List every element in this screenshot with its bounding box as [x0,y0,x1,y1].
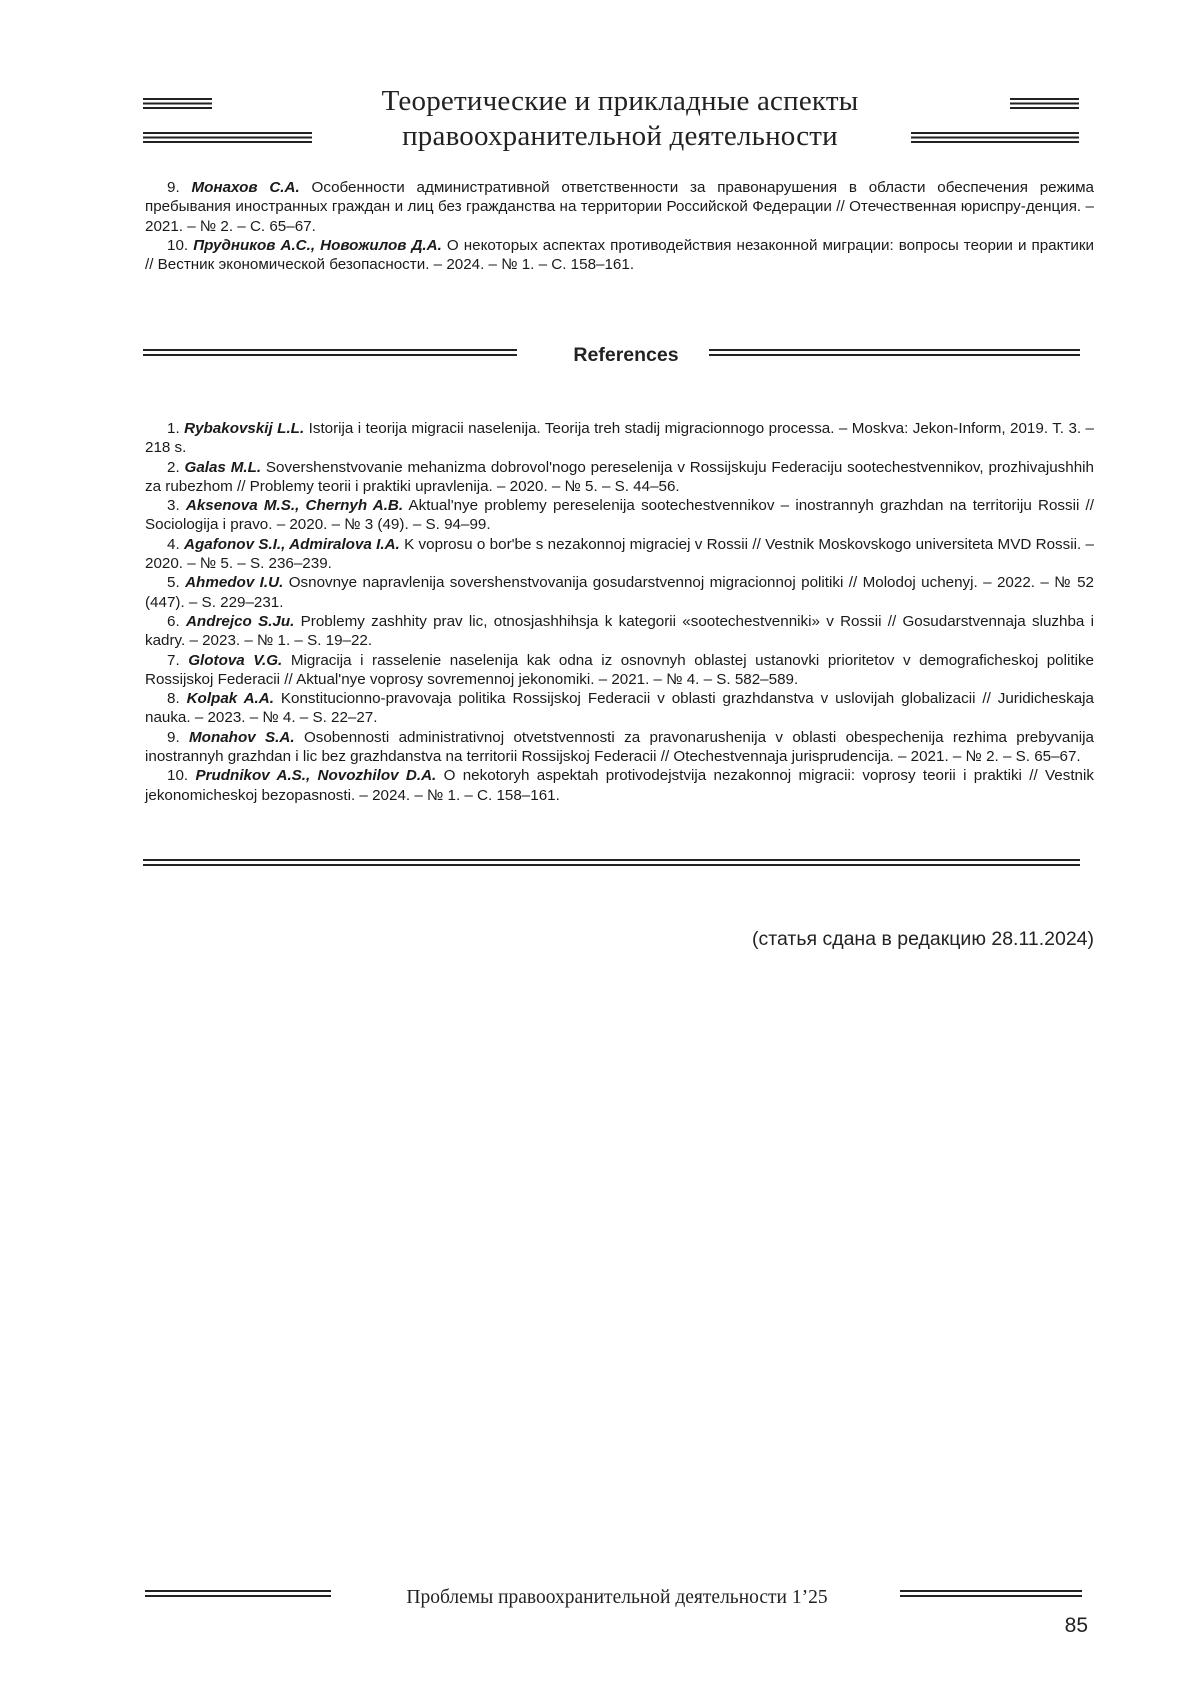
ref-number: 9. [167,179,180,196]
ref-text: Problemy zashhity prav lic, otnosjashhihsja k kategorii «sootechestvenniki» v Rossii // Gosudarstvennaja sluzhba i kadry. – 2023. – № 1. – S. 19–22. [145,612,1094,650]
reference-item-8 [145,689,1094,728]
ref-number: 9. [167,728,180,746]
reference-item-9 [145,728,1094,767]
reference-item-4 [145,535,1094,574]
header-rule-left-bottom [143,132,312,143]
ref-text: K voprosu o bor'be s nezakonnoj migraciej v Rossii // Vestnik Moskovskogo universiteta MVD Rossii. – 2020. – № 5. – S. 236–239. [145,535,1094,573]
ref-text: Osnovnye napravlenija sovershenstvovanija gosudarstvennoj migracionnoj politiki // Molodoj uchenyj. – 2022. – № 52 (447). – S. 229–231. [145,574,1094,611]
footer-journal-name: Проблемы правоохранительной деятельности 1’25 [406,1587,828,1608]
received-date-note: (статья сдана в редакцию 28.11.2024) [752,928,1094,950]
ref-number: 2. [167,458,180,476]
ref-authors: Agafonov S.I., Admiralova I.A. [184,535,400,553]
ref-number: 3. [167,497,180,515]
ref-authors: Glotova V.G. [188,651,283,669]
reference-item-2 [145,458,1094,497]
ref-authors: Galas M.L. [184,458,262,476]
reference-item-3 [145,496,1094,535]
ref-number: 1. [167,420,180,437]
footer-rule-right [900,1590,1082,1597]
ref-authors: Ahmedov I.U. [185,574,284,592]
reference-item-1 [145,419,1094,458]
reference-item-5 [145,573,1094,612]
ref-text: Konstitucionno-pravovaja politika Rossijskoj Federacii v oblasti grazhdanstva v uslovijah globalizacii // Juridicheskaja nauka. – 2023. – № 4. – S. 22–27. [145,690,1094,727]
journal-section-title-line1: Теоретические и прикладные аспекты [381,85,859,117]
ref-number: 7. [167,651,180,669]
reference-item-7 [145,651,1094,690]
ref-text: O nekotoryh aspektah protivodejstvija nezakonnoj migracii: voprosy teorii i praktiki // Vestnik jekonomicheskoj bezopasnosti. – 2024. – № 1. – C. 158–161. [145,767,1094,804]
ref-text: Istorija i teorija migracii naselenija. Teorija treh stadij migracionnogo processa. – Moskva: Jekon-Inform, 2019. T. 3. – 218 s. [145,420,1094,457]
references-rule-left [143,349,517,356]
ref-authors: Aksenova M.S., Chernyh A.B. [185,497,404,515]
journal-section-title-line2: правоохранительной деятельности [402,120,838,152]
ref-authors: Монахов С.А. [191,179,300,196]
references-list [145,419,1094,805]
ref-authors: Andrejco S.Ju. [185,612,295,630]
ref-text: Особенности административной ответственности за правонарушения в области обеспечения режима пребывания иностранных граждан и лиц без гражданства на территории Российской Федерации // Отечественная юриспру-денция. – 2021. – № 2. – С. 65–67. [145,179,1094,235]
page-number: 85 [1064,1614,1088,1637]
ref-number: 10. [167,236,189,254]
ref-text: Osobennosti administrativnoj otvetstvennosti za pravonarushenija v oblasti obespechenija rezhima prebyvanija inostrannyh grazhdan i lic bez grazhdanstva na territorii Rossijskoj Federacii // Otechestvennaja jurisprudencija. – 2021. – № 2. – S. 65–67. [145,728,1094,766]
ref-number: 4. [167,535,180,553]
ref-authors: Monahov S.A. [189,728,295,746]
ref-authors: Kolpak A.A. [186,690,274,708]
references-rule-right [709,349,1080,356]
ref-text: Migracija i rasselenie naselenija kak odna iz osnovnyh oblastej ustanovki prioritetov v demograficheskoj politike Rossijskoj Federacii // Aktual'nye voprosy sovremennoj jekonomiki. – 2021. – № 4. – S. 582–589. [145,651,1094,688]
ru-reference-list [145,178,1094,274]
reference-item-10 [145,766,1094,805]
ref-authors: Prudnikov A.S., Novozhilov D.A. [195,767,437,785]
ref-text: О некоторых аспектах противодействия незаконной миграции: вопросы теории и практики // Вестник экономической безопасности. – 2024. – № 1. – С. 158–161. [145,236,1094,274]
footer-rule-left [145,1590,331,1597]
section-end-rule [143,859,1080,866]
references-heading: References [573,344,679,366]
ref-text: Aktual'nye problemy pereselenija sootechestvennikov – inostrannyh grazhdan na territoriju Rossii // Sociologija i pravo. – 2020. – № 3 (49). – S. 94–99. [145,497,1094,534]
header-rule-right-top [1010,98,1079,109]
ru-reference-item-10 [145,236,1094,275]
ref-number: 10. [167,767,189,785]
ref-text: Sovershenstvovanie mehanizma dobrovol'nogo pereselenija v Rossijskuju Federaciju sootechestvennikov, prozhivajushhih za rubezhom // Problemy teorii i praktiki upravlenija. – 2020. – № 5. – S. 44–56. [145,458,1094,495]
ref-number: 8. [167,690,180,708]
ru-reference-item-9 [145,178,1094,236]
ref-authors: Rybakovskij L.L. [184,420,305,437]
ref-number: 6. [167,612,180,630]
reference-item-6 [145,612,1094,651]
header-rule-left-top [143,98,212,109]
ref-authors: Прудников А.С., Новожилов Д.А. [193,236,442,254]
ref-number: 5. [167,574,180,592]
